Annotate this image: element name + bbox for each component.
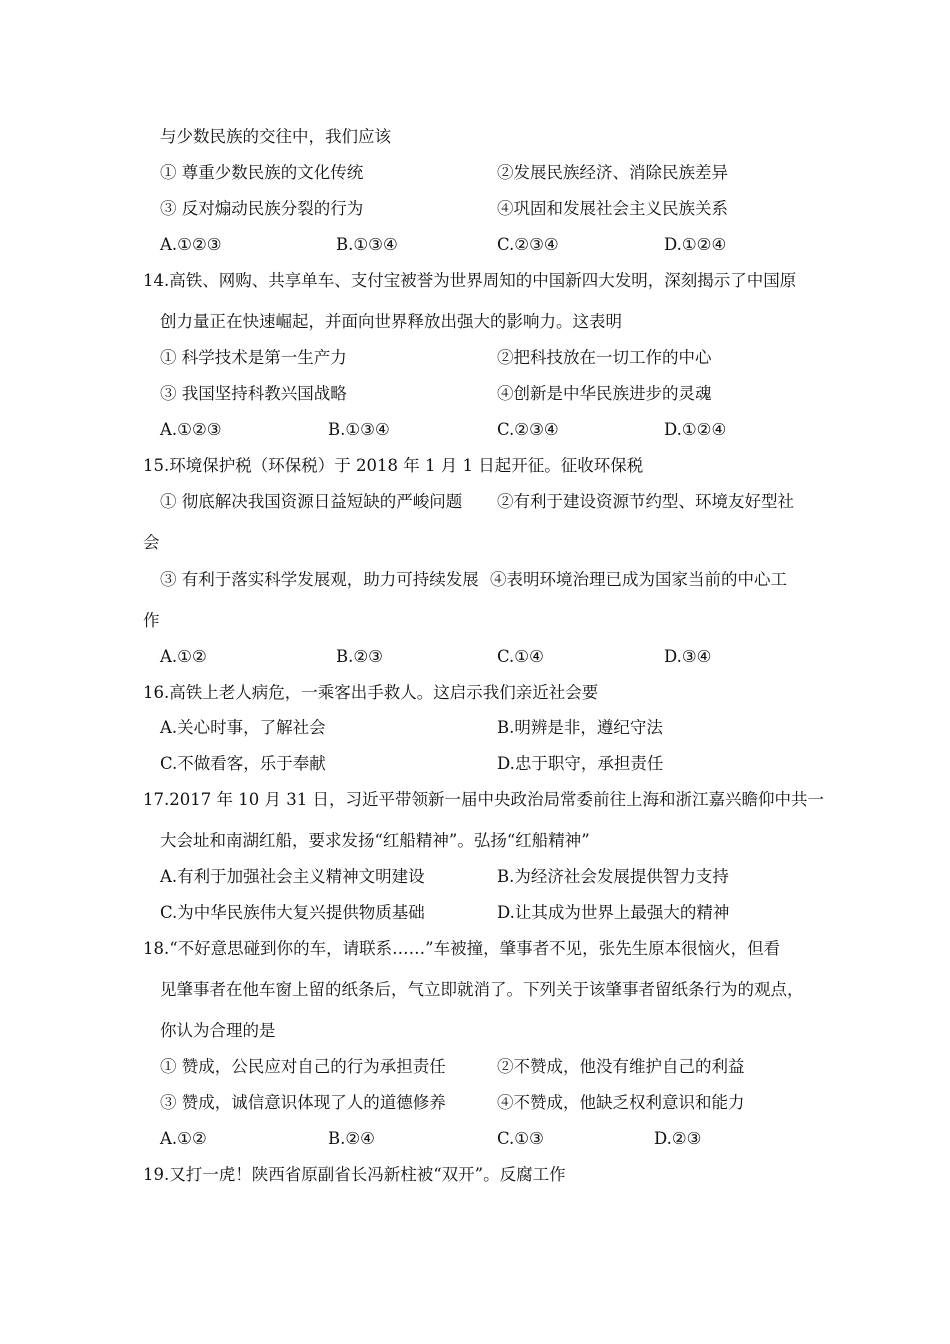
q14-option-c: C.②③④	[497, 420, 559, 439]
q18-statement-4: ④不赞成，他缺乏权利意识和能力	[497, 1093, 745, 1112]
q17-stem-line-1: 17.2017 年 10 月 31 日，习近平带领新一届中央政治局常委前往上海和浙江嘉兴瞻仰中共一	[143, 790, 824, 809]
q15-option-a: A.①②	[160, 647, 207, 666]
q17-option-a: A.有利于加强社会主义精神文明建设	[160, 867, 425, 886]
q13-option-a: A.①②③	[160, 235, 222, 254]
q13-option-c: C.②③④	[497, 235, 559, 254]
q15-statement-1: ① 彻底解决我国资源日益短缺的严峻问题	[160, 492, 463, 511]
q14-option-d: D.①②④	[664, 420, 727, 439]
q18-option-a: A.①②	[160, 1129, 207, 1148]
q15-statement-4-line-2: 作	[143, 611, 160, 630]
q15-stem: 15.环境保护税（环保税）于 2018 年 1 月 1 日起开征。征收环保税	[143, 456, 644, 475]
q16-option-c: C.不做看客，乐于奉献	[160, 754, 326, 773]
q15-option-d: D.③④	[664, 647, 712, 666]
q18-stem-line-3: 你认为合理的是	[160, 1021, 276, 1040]
q14-stem-line-2: 创力量正在快速崛起，并面向世界释放出强大的影响力。这表明	[160, 312, 622, 331]
q13-statement-3: ③ 反对煽动民族分裂的行为	[160, 199, 364, 218]
q13-statement-4: ④巩固和发展社会主义民族关系	[497, 199, 728, 218]
q18-statement-3: ③ 赞成，诚信意识体现了人的道德修养	[160, 1093, 446, 1112]
q14-statement-1: ① 科学技术是第一生产力	[160, 348, 347, 367]
q16-option-a: A.关心时事，了解社会	[160, 718, 326, 737]
q15-statement-3: ③ 有利于落实科学发展观，助力可持续发展	[160, 570, 479, 589]
q18-option-d: D.②③	[654, 1129, 702, 1148]
q15-option-c: C.①④	[497, 647, 544, 666]
q16-option-b: B.明辨是非，遵纪守法	[497, 718, 663, 737]
q17-option-b: B.为经济社会发展提供智力支持	[497, 867, 729, 886]
q13-option-b: B.①③④	[336, 235, 398, 254]
q13-option-d: D.①②④	[664, 235, 727, 254]
q13-statement-2: ②发展民族经济、消除民族差异	[497, 163, 728, 182]
q18-statement-1: ① 赞成，公民应对自己的行为承担责任	[160, 1057, 446, 1076]
q14-statement-4: ④创新是中华民族进步的灵魂	[497, 384, 712, 403]
q14-option-b: B.①③④	[328, 420, 390, 439]
q17-stem-line-2: 大会址和南湖红船，要求发扬“红船精神”。弘扬“红船精神”	[160, 831, 590, 850]
q14-option-a: A.①②③	[160, 420, 222, 439]
q18-stem-line-2: 见肇事者在他车窗上留的纸条后，气立即就消了。下列关于该肇事者留纸条行为的观点，	[160, 980, 804, 999]
q15-statement-4-line-1: ④表明环境治理已成为国家当前的中心工	[490, 570, 787, 589]
q18-stem-line-1: 18.“不好意思碰到你的车，请联系……”车被撞，肇事者不见，张先生原本很恼火，但看	[143, 939, 781, 958]
q14-statement-3: ③ 我国坚持科教兴国战略	[160, 384, 347, 403]
q15-statement-2-line-2: 会	[143, 533, 160, 552]
q18-option-b: B.②④	[328, 1129, 375, 1148]
q15-option-b: B.②③	[336, 647, 383, 666]
q13-statement-1: ① 尊重少数民族的文化传统	[160, 163, 364, 182]
q16-stem: 16.高铁上老人病危，一乘客出手救人。这启示我们亲近社会要	[143, 683, 599, 702]
q18-option-c: C.①③	[497, 1129, 544, 1148]
q18-statement-2: ②不赞成，他没有维护自己的利益	[497, 1057, 745, 1076]
q17-option-d: D.让其成为世界上最强大的精神	[497, 903, 730, 922]
q14-stem-line-1: 14.高铁、网购、共享单车、支付宝被誉为世界周知的中国新四大发明，深刻揭示了中国原	[143, 271, 797, 290]
q15-statement-2-line-1: ②有利于建设资源节约型、环境友好型社	[497, 492, 794, 511]
q13-stem-continuation: 与少数民族的交往中，我们应该	[160, 127, 391, 146]
q19-stem: 19.又打一虎！陕西省原副省长冯新柱被“双开”。反腐工作	[143, 1165, 566, 1184]
q17-option-c: C.为中华民族伟大复兴提供物质基础	[160, 903, 425, 922]
q16-option-d: D.忠于职守，承担责任	[497, 754, 664, 773]
q14-statement-2: ②把科技放在一切工作的中心	[497, 348, 712, 367]
